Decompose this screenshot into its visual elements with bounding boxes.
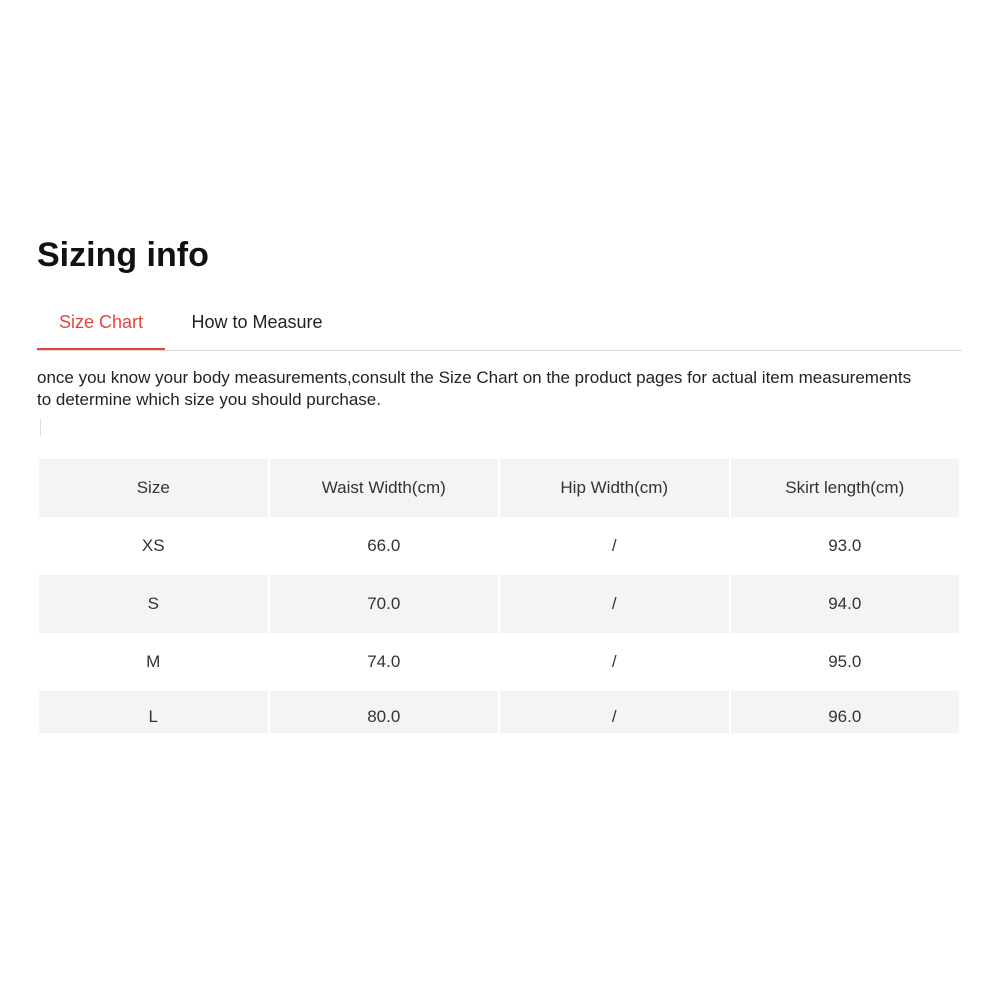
hip-width-cell: / <box>500 575 729 633</box>
hip-width-cell: / <box>611 652 617 671</box>
table-header-row <box>39 459 959 517</box>
size-cell: XS <box>141 536 165 555</box>
column-header-waist-width: Waist Width(cm) <box>270 459 499 517</box>
table-row <box>39 517 959 575</box>
tab-size-chart[interactable]: Size Chart <box>37 300 165 350</box>
table-row <box>39 633 959 691</box>
page-title: Sizing info <box>37 236 209 274</box>
column-header-skirt-length: Skirt length(cm) <box>731 459 960 517</box>
waist-width-cell: 70.0 <box>270 575 499 633</box>
table-row <box>39 575 959 633</box>
waist-width-cell: 80.0 <box>270 691 499 733</box>
size-cell: L <box>39 691 268 733</box>
skirt-length-cell: 94.0 <box>731 575 960 633</box>
hip-width-cell: / <box>500 691 729 733</box>
tab-how-to-measure[interactable]: How to Measure <box>191 312 323 332</box>
size-chart-table <box>37 459 961 733</box>
waist-width-cell: 74.0 <box>367 652 401 671</box>
text-cursor <box>40 419 41 436</box>
size-cell: S <box>39 575 268 633</box>
size-cell: M <box>146 652 161 671</box>
column-header-hip-width: Hip Width(cm) <box>500 459 729 517</box>
tab-bar <box>37 300 962 351</box>
waist-width-cell: 66.0 <box>367 536 401 555</box>
size-chart-intro-text: once you know your body measurements,consult the Size Chart on the product pages for actual item measurements to determine which size you should purchase. <box>37 368 912 409</box>
skirt-length-cell: 93.0 <box>828 536 862 555</box>
column-header-size: Size <box>39 459 268 517</box>
skirt-length-cell: 95.0 <box>828 652 862 671</box>
table-row <box>39 691 959 733</box>
skirt-length-cell: 96.0 <box>731 691 960 733</box>
hip-width-cell: / <box>611 536 617 555</box>
